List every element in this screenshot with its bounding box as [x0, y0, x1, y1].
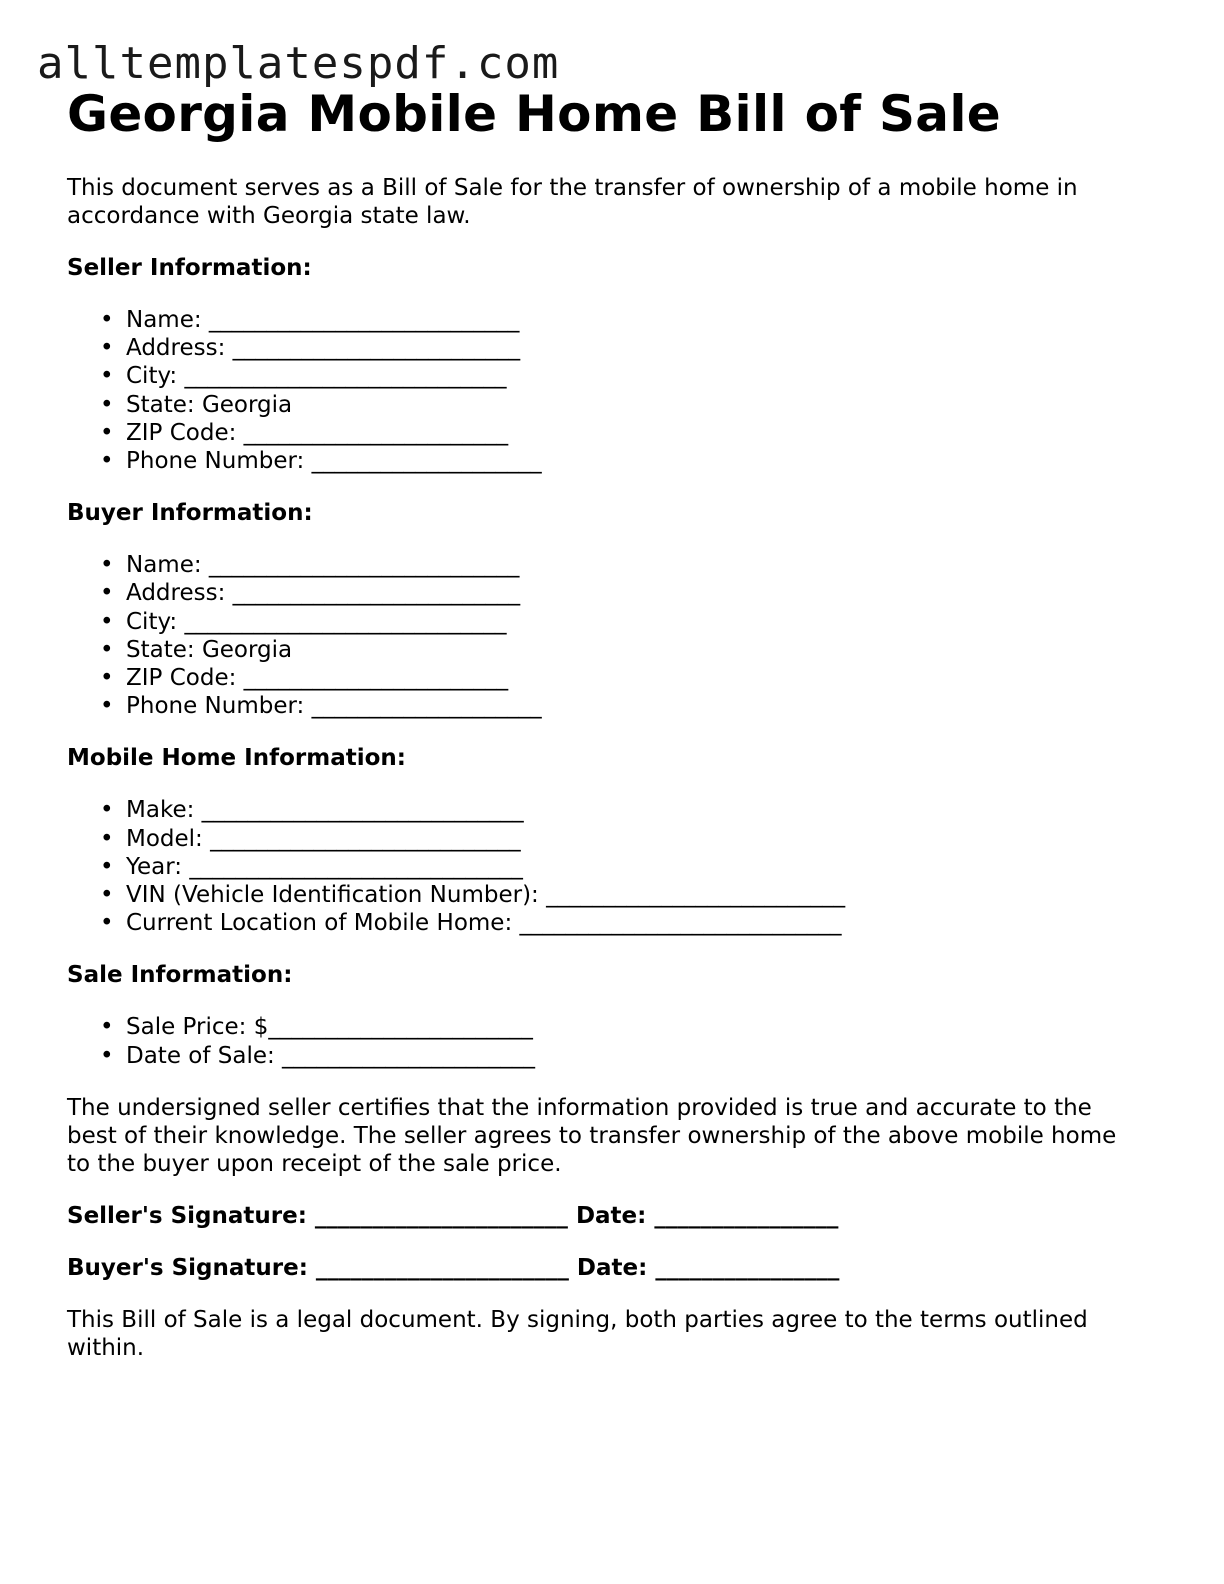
bullet-icon: •	[100, 910, 114, 937]
seller-section-heading: Seller Information:	[67, 255, 312, 281]
list-item-text: Phone Number: ____________________	[126, 693, 542, 720]
list-item-text: Sale Price: $_______________________	[126, 1014, 533, 1041]
list-item-text: Date of Sale: ______________________	[126, 1042, 536, 1069]
list-item-text: State: Georgia	[126, 636, 293, 663]
buyer-signature-line[interactable]: Buyer's Signature: ______________________ Date: ________________	[67, 1254, 840, 1281]
date-of-sale-field[interactable]	[100, 1042, 1167, 1070]
seller-info-list	[67, 306, 1167, 475]
buyer-address-field[interactable]	[100, 579, 1167, 607]
document-title: Georgia Mobile Home Bill of Sale	[67, 85, 1001, 143]
vin-field[interactable]	[100, 881, 1167, 909]
list-item-text: ZIP Code: _______________________	[126, 665, 509, 692]
bullet-icon: •	[100, 608, 114, 635]
buyer-state-field	[100, 636, 1167, 664]
bullet-icon: •	[100, 580, 114, 607]
seller-signature-line[interactable]: Seller's Signature: ______________________ Date: ________________	[67, 1202, 839, 1229]
year-field[interactable]	[100, 853, 1167, 881]
seller-state-field	[100, 391, 1167, 419]
bullet-icon: •	[100, 636, 114, 663]
buyer-section-heading: Buyer Information:	[67, 500, 313, 527]
buyer-city-field[interactable]	[100, 608, 1167, 636]
buyer-zip-field[interactable]	[100, 664, 1167, 692]
bullet-icon: •	[100, 882, 114, 909]
list-item-text: ZIP Code: _______________________	[126, 419, 509, 446]
list-item-text: Make: ____________________________	[126, 797, 524, 824]
current-location-field[interactable]	[100, 909, 1167, 937]
list-item-text: VIN (Vehicle Identification Number): __________________________	[126, 882, 846, 909]
bullet-icon: •	[100, 391, 114, 418]
seller-phone-field[interactable]	[100, 447, 1167, 475]
buyer-name-field[interactable]	[100, 551, 1167, 579]
watermark: alltemplatespdf.com	[37, 38, 560, 89]
buyer-phone-field[interactable]	[100, 692, 1167, 720]
list-item-text: Year: _____________________________	[126, 853, 523, 880]
seller-city-field[interactable]	[100, 362, 1167, 390]
bullet-icon: •	[100, 335, 114, 362]
bullet-icon: •	[100, 797, 114, 824]
list-item-text: Name: ___________________________	[126, 552, 520, 579]
list-item-text: Current Location of Mobile Home: ____________________________	[126, 910, 842, 937]
bullet-icon: •	[100, 552, 114, 579]
mobile-home-info-list	[67, 796, 1167, 937]
bullet-icon: •	[100, 448, 114, 475]
legal-notice-paragraph: This Bill of Sale is a legal document. By signing, both parties agree to the terms outlined within.	[67, 1306, 1088, 1361]
bullet-icon: •	[100, 419, 114, 446]
bullet-icon: •	[100, 853, 114, 880]
seller-zip-field[interactable]	[100, 419, 1167, 447]
bullet-icon: •	[100, 1042, 114, 1069]
sale-info-list	[67, 1013, 1167, 1069]
list-item-text: State: Georgia	[126, 391, 293, 418]
make-field[interactable]	[100, 796, 1167, 824]
list-item-text: City: ____________________________	[126, 608, 507, 635]
bullet-icon: •	[100, 363, 114, 390]
seller-name-field[interactable]	[100, 306, 1167, 334]
list-item-text: Name: ___________________________	[126, 307, 520, 333]
buyer-info-list	[67, 551, 1167, 720]
list-item-text: Phone Number: ____________________	[126, 448, 542, 475]
bullet-icon: •	[100, 307, 114, 333]
bullet-icon: •	[100, 1014, 114, 1041]
sale-section-heading: Sale Information:	[67, 962, 293, 989]
bullet-icon: •	[100, 693, 114, 720]
document-body	[67, 84, 1167, 1362]
list-item-text: Address: _________________________	[126, 335, 521, 362]
bullet-icon: •	[100, 665, 114, 692]
model-field[interactable]	[100, 825, 1167, 853]
seller-address-field[interactable]	[100, 334, 1167, 362]
list-item-text: City: ____________________________	[126, 363, 507, 390]
intro-paragraph: This document serves as a Bill of Sale for the transfer of ownership of a mobile home in accordance with Georgia state law.	[67, 175, 1078, 229]
mobile-home-section-heading: Mobile Home Information:	[67, 745, 406, 772]
sale-price-field[interactable]	[100, 1013, 1167, 1041]
list-item-text: Address: _________________________	[126, 580, 521, 607]
list-item-text: Model: ___________________________	[126, 825, 521, 852]
bullet-icon: •	[100, 825, 114, 852]
certification-paragraph: The undersigned seller certifies that the information provided is true and accurate to the best of their knowledge. The seller agrees to transfer ownership of the above mobile home to the buyer upon receipt of the sale price.	[67, 1094, 1117, 1177]
